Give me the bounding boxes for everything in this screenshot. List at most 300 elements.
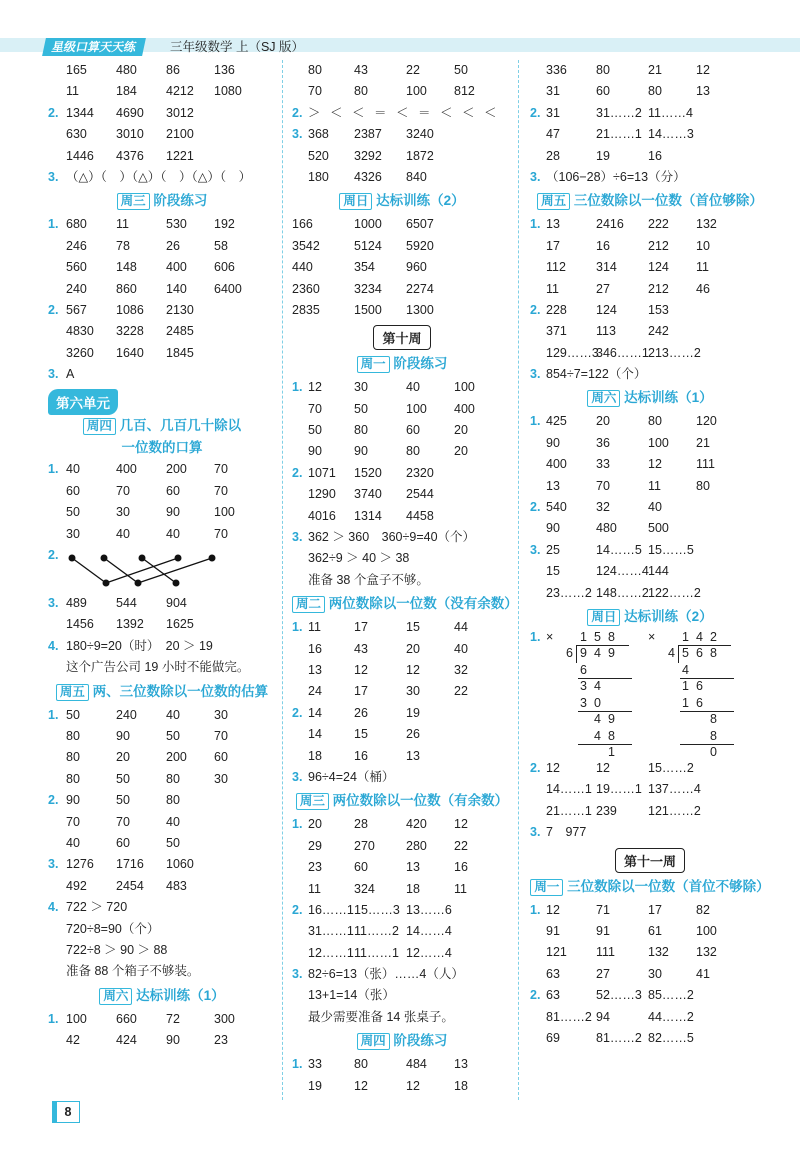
comparison-symbol: ＝	[418, 105, 431, 120]
answer-value: 90	[66, 793, 80, 808]
divisor: 4	[668, 646, 675, 661]
answer-value: 606	[214, 260, 235, 275]
answer-line	[292, 836, 512, 857]
answer-value: 13	[546, 217, 560, 232]
answer-value: 40	[648, 500, 662, 515]
answer-line	[48, 481, 276, 502]
answer-value: 100	[406, 84, 427, 99]
question-number: 4.	[48, 638, 59, 653]
answer-line	[292, 124, 512, 145]
answer-value: 1000	[354, 217, 382, 232]
answer-value: 500	[648, 521, 669, 536]
answer-value: 12	[696, 63, 710, 77]
wrong-mark: ×	[546, 629, 554, 644]
answer-value: 30	[406, 684, 420, 699]
answer-value: 81……2	[546, 1009, 592, 1024]
section-heading	[48, 679, 276, 705]
answer-value: 112	[546, 260, 566, 275]
answer-line	[530, 964, 770, 985]
answer-value: 129……3	[546, 345, 599, 360]
answer-line	[530, 60, 770, 81]
answer-value: 28	[354, 817, 368, 832]
long-division-answers	[530, 630, 770, 758]
answer-value: 80	[354, 423, 368, 438]
match-line	[106, 558, 178, 583]
column-divider	[282, 60, 283, 1100]
answer-value: 3542	[292, 238, 320, 253]
question-number: 1.	[292, 620, 303, 635]
answer-value: 15……3	[354, 902, 400, 917]
answer-value: 63	[546, 988, 560, 1003]
answer-value: 530	[166, 217, 187, 232]
answer-value: 90	[354, 444, 368, 459]
answer-line	[48, 726, 276, 747]
question-number: 2.	[48, 302, 59, 317]
answer-line	[530, 343, 770, 364]
answer-value: 91	[546, 923, 560, 938]
answer-value: 70	[214, 462, 228, 477]
answer-line	[48, 1030, 276, 1051]
answer-value: 13	[406, 748, 420, 763]
answer-value: 12	[308, 380, 322, 395]
answer-line	[292, 420, 512, 441]
answer-value: 43	[354, 641, 368, 656]
answer-line	[48, 876, 276, 897]
question-number: 2.	[530, 302, 541, 317]
answer-line	[48, 103, 276, 124]
answer-value: 80	[354, 84, 368, 99]
section-title: 三位数除以一位数（首位不够除）	[567, 878, 770, 894]
answer-line	[530, 146, 770, 167]
answer-line	[530, 364, 770, 385]
answer-value: 20	[116, 750, 130, 765]
answer-value: 121	[546, 945, 567, 960]
answer-line	[530, 497, 770, 518]
answer-group	[48, 459, 276, 545]
answer-line	[48, 657, 276, 678]
answer-line	[292, 900, 512, 921]
answer-line	[530, 214, 770, 235]
section-heading	[530, 188, 770, 214]
answer-value: 111	[696, 457, 716, 472]
section-title: 几百、几百几十除以	[119, 418, 242, 434]
answer-line	[530, 561, 770, 582]
match-dot	[69, 555, 76, 562]
answer-value: 80	[648, 84, 662, 99]
step-digit: 8	[608, 728, 615, 743]
answer-group	[530, 60, 770, 188]
match-dot	[175, 555, 182, 562]
section-heading	[530, 874, 770, 900]
answer-line	[48, 257, 276, 278]
match-dot	[173, 580, 180, 587]
wrong-mark: ×	[648, 629, 656, 644]
answer-value: 3240	[406, 127, 434, 142]
answer-value: 420	[406, 817, 427, 832]
answer-line	[530, 942, 770, 963]
section-heading	[530, 604, 770, 630]
answer-value: 1314	[354, 508, 382, 523]
answer-value: 480	[596, 521, 617, 536]
answer-value: 46	[696, 281, 710, 296]
answer-group	[292, 1054, 512, 1097]
step-digit: 4	[594, 728, 601, 743]
answer-value: 80	[166, 793, 180, 808]
answer-value: 440	[292, 260, 313, 275]
answer-text: （106−28）÷6=13（分）	[546, 169, 686, 184]
answer-line	[292, 506, 512, 527]
unit-title: 第六单元	[48, 389, 118, 415]
division-bracket	[678, 645, 731, 663]
answer-line	[530, 81, 770, 102]
question-number: 2.	[48, 793, 59, 808]
book-title: 三年级数学 上（SJ 版）	[170, 40, 305, 54]
answer-value: 50	[166, 728, 180, 743]
subtraction-line	[680, 744, 734, 745]
answer-value: 212	[648, 238, 669, 253]
day-tag: 周二	[292, 596, 325, 613]
answer-line	[292, 681, 512, 702]
answer-column-2	[292, 60, 518, 1097]
answer-value: 13	[308, 662, 322, 677]
day-tag: 周日	[587, 609, 620, 626]
answer-line	[292, 814, 512, 835]
question-number: 1.	[48, 217, 59, 232]
answer-value: 22	[406, 63, 420, 77]
comparison-symbol: ＜	[484, 105, 497, 120]
question-number: 1.	[292, 380, 303, 395]
answer-line	[48, 833, 276, 854]
answer-value: 61	[648, 923, 662, 938]
answer-value: 354	[354, 260, 375, 275]
answer-value: 90	[116, 728, 130, 743]
answer-line	[48, 236, 276, 257]
question-number: 1.	[48, 1011, 59, 1026]
answer-text: 准备 88 个箱子不够装。	[66, 964, 200, 979]
answer-value: 121……2	[648, 803, 701, 818]
answer-value: 242	[648, 324, 669, 339]
answer-line	[530, 921, 770, 942]
step-digit: 1	[682, 679, 689, 694]
dividend-digit: 5	[682, 646, 689, 661]
answer-line	[530, 900, 770, 921]
answer-value: 132	[648, 945, 669, 960]
answer-value: 20	[454, 423, 468, 438]
section-title: 阶段练习	[393, 356, 448, 372]
answer-group	[48, 593, 276, 679]
answer-line	[530, 300, 770, 321]
match-dot	[209, 555, 216, 562]
answer-value: 60	[354, 860, 368, 875]
answer-line	[530, 411, 770, 432]
answer-group	[292, 60, 512, 188]
answer-value: 52……3	[596, 988, 642, 1003]
answer-value: 20	[308, 817, 322, 832]
answer-value: 60	[406, 423, 420, 438]
answer-value: 300	[214, 1011, 235, 1026]
answer-value: 12	[546, 902, 560, 917]
answer-value: 239	[596, 803, 617, 818]
answer-text: 准备 38 个盒子不够。	[308, 572, 429, 587]
answer-value: 41	[696, 966, 710, 981]
answer-value: 12	[648, 457, 662, 472]
answer-value: 60	[596, 84, 610, 99]
answer-value: 40	[166, 707, 180, 722]
question-number: 1.	[530, 217, 541, 232]
answer-value: 72	[166, 1011, 180, 1026]
section-heading	[292, 351, 512, 377]
answer-value: 1060	[166, 857, 194, 872]
answer-value: 213……2	[648, 345, 701, 360]
dividend-digit: 4	[594, 646, 601, 661]
answer-line	[292, 921, 512, 942]
section-title: 阶段练习	[393, 1033, 448, 1049]
answer-value: 13	[696, 84, 710, 99]
answer-value: 40	[166, 814, 180, 829]
answer-value: 567	[66, 302, 87, 317]
answer-value: 29	[308, 838, 322, 853]
week-title: 第十一周	[615, 848, 685, 873]
answer-value: 100	[696, 923, 717, 938]
answer-line	[530, 985, 770, 1006]
question-number: 2.	[530, 105, 541, 120]
answer-value: 31	[546, 105, 560, 120]
answer-value: 50	[454, 63, 468, 77]
question-number: 3.	[48, 596, 59, 611]
answer-value: 70	[214, 483, 228, 498]
answer-value: 31……1	[308, 924, 354, 939]
answer-value: 85……2	[648, 988, 694, 1003]
answer-value: 16	[354, 748, 368, 763]
answer-value: 19	[308, 1078, 322, 1093]
question-number: 3.	[530, 542, 541, 557]
answer-line	[48, 747, 276, 768]
step-digit: 3	[580, 695, 587, 710]
answer-value: 3010	[116, 127, 144, 142]
answer-value: 27	[596, 281, 610, 296]
answer-value: 26	[406, 727, 420, 742]
answer-line	[530, 454, 770, 475]
quotient-digit: 1	[580, 629, 587, 644]
answer-value: 1716	[116, 857, 144, 872]
answer-value: 70	[214, 728, 228, 743]
answer-value: 212	[648, 281, 669, 296]
answer-value: 2320	[406, 465, 434, 480]
question-number: 3.	[530, 169, 541, 184]
answer-column-1	[48, 60, 276, 1051]
match-line	[138, 558, 212, 583]
answer-value: 40	[166, 526, 180, 541]
answer-value: 24	[308, 684, 322, 699]
answer-value: 23……2	[546, 585, 592, 600]
answer-value: 11	[696, 260, 709, 275]
answer-value: 44	[454, 620, 468, 635]
section-title: 达标训练（2）	[624, 608, 713, 624]
answer-text: 7 977	[546, 825, 587, 840]
answer-line	[292, 964, 512, 985]
answer-value: 19……1	[596, 782, 642, 797]
answer-value: 14……3	[648, 127, 694, 142]
answer-value: 12	[354, 662, 368, 677]
question-number: 3.	[48, 367, 59, 382]
answer-line	[292, 660, 512, 681]
question-number: 1.	[292, 817, 303, 832]
section-title: 达标训练（1）	[136, 987, 225, 1003]
answer-value: 14……5	[596, 542, 642, 557]
answer-value: 16……1	[308, 902, 354, 917]
answer-value: 44……2	[648, 1009, 694, 1024]
answer-group	[292, 814, 512, 1028]
answer-line	[292, 257, 512, 278]
answer-value: 2100	[166, 127, 194, 142]
answer-value: 14……4	[406, 924, 452, 939]
answer-line	[530, 257, 770, 278]
answer-value: 1845	[166, 345, 194, 360]
answer-value: 90	[166, 505, 180, 520]
answer-value: 1300	[406, 302, 434, 317]
answer-line	[48, 502, 276, 523]
answer-value: 270	[354, 838, 375, 853]
week-title-box	[530, 844, 770, 874]
answer-value: 12	[596, 760, 610, 775]
answer-text: 362 ＞ 360 360÷9=40（个）	[308, 530, 476, 545]
step-digit: 4	[682, 662, 689, 677]
section-title: 达标训练（1）	[624, 390, 713, 406]
answer-line	[292, 103, 512, 124]
answer-value: 32	[454, 662, 468, 677]
answer-value: 82……5	[648, 1030, 694, 1045]
subtraction-line	[578, 744, 632, 745]
answer-line	[292, 463, 512, 484]
answer-group	[48, 60, 276, 188]
answer-value: 222	[648, 217, 669, 232]
answer-value: 70	[596, 478, 610, 493]
answer-value: 132	[696, 217, 717, 232]
answer-value: 111	[596, 945, 616, 960]
answer-value: 80	[66, 750, 80, 765]
answer-value: 69	[546, 1030, 560, 1045]
answer-line	[292, 703, 512, 724]
answer-value: 30	[66, 526, 80, 541]
answer-value: 50	[66, 707, 80, 722]
answer-line	[530, 583, 770, 604]
answer-value: 30	[214, 771, 228, 786]
answer-value: 120	[696, 414, 717, 429]
answer-line	[292, 399, 512, 420]
answer-value: 153	[648, 302, 669, 317]
answer-value: 3234	[354, 281, 382, 296]
answer-value: 28	[546, 148, 560, 163]
answer-value: 94	[596, 1009, 610, 1024]
answer-text: A	[66, 367, 75, 382]
answer-value: 21	[696, 435, 710, 450]
question-number: 2.	[48, 548, 59, 563]
answer-value: 60	[66, 483, 80, 498]
answer-line	[292, 879, 512, 900]
answer-value: 148……2	[596, 585, 649, 600]
question-number: 1.	[48, 462, 59, 477]
question-number: 2.	[292, 465, 303, 480]
section-title: 阶段练习	[153, 193, 208, 209]
answer-value: 23	[214, 1033, 228, 1048]
question-number: 3.	[530, 367, 541, 382]
answer-line	[530, 124, 770, 145]
answer-value: 124……4	[596, 564, 649, 579]
answer-value: 680	[66, 217, 87, 232]
comparison-symbol: ＜	[396, 105, 409, 120]
step-digit: 1	[682, 695, 689, 710]
section-heading	[292, 188, 512, 214]
answer-value: 18	[308, 748, 322, 763]
matching-diagram	[48, 545, 276, 593]
answer-value: 80	[648, 414, 662, 429]
answer-value: 1520	[354, 465, 382, 480]
section-heading	[48, 415, 276, 437]
answer-value: 21……1	[546, 803, 592, 818]
answer-value: 80	[66, 771, 80, 786]
answer-value: 100	[66, 1011, 87, 1026]
answer-value: 4212	[166, 84, 194, 99]
section-heading	[292, 1028, 512, 1054]
answer-value: 17	[648, 902, 662, 917]
answer-value: 80	[354, 1057, 368, 1072]
answer-value: 32	[596, 500, 610, 515]
match-dot	[103, 580, 110, 587]
section-title: 两位数除以一位数（有余数）	[332, 793, 509, 809]
answer-value: 2485	[166, 324, 194, 339]
dividend-digit: 9	[580, 646, 587, 661]
question-number: 2.	[48, 105, 59, 120]
answer-value: 368	[308, 127, 329, 142]
answer-value: 400	[166, 260, 187, 275]
answer-value: 904	[166, 596, 187, 611]
answer-group	[292, 617, 512, 788]
answer-text: 最少需要准备 14 张桌子。	[308, 1009, 454, 1024]
answer-line	[292, 767, 512, 788]
answer-text: 96÷4=24（桶）	[308, 769, 395, 784]
question-number: 3.	[292, 769, 303, 784]
answer-line	[292, 214, 512, 235]
answer-value: 80	[66, 728, 80, 743]
divisor: 6	[566, 646, 573, 661]
answer-group	[48, 214, 276, 385]
answer-value: 12……1	[308, 945, 354, 960]
answer-group	[48, 705, 276, 983]
answer-line	[530, 779, 770, 800]
answer-value: 11	[308, 881, 321, 896]
answer-value: 1392	[116, 617, 144, 632]
answer-value: 18	[406, 881, 420, 896]
answer-value: 165	[66, 63, 87, 77]
answer-text: 720÷8=90（个）	[66, 921, 160, 936]
answer-line	[48, 524, 276, 545]
answer-value: 15	[406, 620, 420, 635]
answer-value: 1080	[214, 84, 242, 99]
answer-line	[530, 801, 770, 822]
match-dot	[139, 555, 146, 562]
answer-line	[530, 321, 770, 342]
answer-value: 4326	[354, 169, 382, 184]
unit-badge	[48, 385, 276, 415]
answer-value: 12	[546, 760, 560, 775]
answer-value: 30	[648, 966, 662, 981]
answer-value: 1221	[166, 148, 194, 163]
answer-value: 12	[406, 662, 420, 677]
question-number: 2.	[292, 705, 303, 720]
answer-value: 346……1	[596, 345, 649, 360]
answer-value: 13	[454, 1057, 468, 1072]
answer-value: 489	[66, 596, 87, 611]
